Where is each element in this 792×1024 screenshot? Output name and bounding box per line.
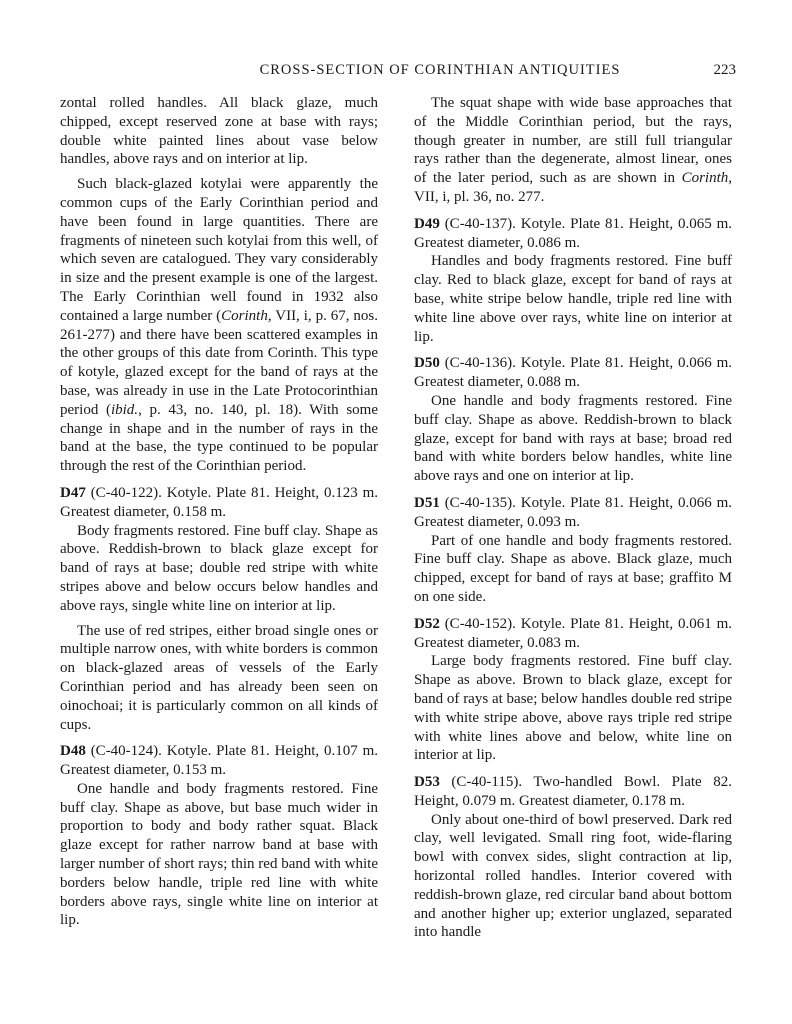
citation-title: Corinth [221, 307, 268, 324]
paragraph-kotylai-discussion: Such black-glazed kotylai were apparently the common cups of the Early Corinthian period and have been found in large quantities. There are fragments of nineteen such kotylai from this well, of which seven are catalogued. They vary considerably in size and the present example is one of the largest. The Early Corinthian well found in 1932 also contained a large number (Corinth, VII, i, p. 67, nos. 261-277) and there have been scattered examples in the other groups of this date from Corinth. This type of kotyle, glazed except for the band of rays at the base, was already in use in the Late Protocorinthian period (ibid., p. 43, no. 140, pl. 18). With some change in shape and in the number of rays in the band at the base, the type continued to be popular through the rest of the Corinthian period. [60, 176, 378, 475]
catalogue-number: D50 [414, 355, 440, 372]
page-number: 223 [713, 62, 736, 78]
paragraph-red-stripes: The use of red stripes, either broad single ones or multiple narrow ones, with white borders is common on black-glazed areas of vessels of the Early Corinthian period and has already been seen on oinochoai; it is particularly common on all kinds of cups. [60, 622, 378, 733]
catalogue-entry-d48-body: One handle and body fragments restored. Fine buff clay. Shape as above, but base much wider in proportion to body and body rather squat. Black glaze except for rather narrow band at base with larger number of short rays; thin red band with white borders below handle, triple red line with white borders above rays, single white line on interior at lip. [60, 780, 378, 929]
citation-title: Corinth [681, 170, 729, 187]
catalogue-entry-d51-heading: D51 (C-40-135). Kotyle. Plate 81. Height, 0.066 m. Greatest diameter, 0.093 m. [414, 494, 733, 530]
catalogue-entry-d50-body: One handle and body fragments restored. Fine buff clay. Shape as above. Reddish-brown to black glaze, except for band with rays at base; broad red band with white borders below handles, white line above rays and one on interior at lip. [414, 392, 732, 485]
catalogue-number: D51 [414, 494, 440, 511]
catalogue-number: D49 [414, 215, 440, 232]
citation-ibid: ibid. [110, 401, 139, 418]
page-header [60, 62, 736, 84]
catalogue-number: D53 [414, 774, 440, 791]
catalogue-entry-d49-body: Handles and body fragments restored. Fine buff clay. Red to black glaze, except for band of rays at base, white stripe below handle, triple red line with white line above over rays, white line on interior at lip. [414, 253, 732, 345]
catalogue-entry-d53-heading: D53 (C-40-115). Two-handled Bowl. Plate 82. Height, 0.079 m. Greatest diameter, 0.178 m. [414, 774, 732, 809]
catalogue-entry-d47-body: Body fragments restored. Fine buff clay. Shape as above. Reddish-brown to black glaze except for band of rays at base; double red stripe with white stripes above and below occurs below handles and above rays, single white line on interior at lip. [60, 522, 378, 614]
catalogue-entry-d51-body: Part of one handle and body fragments restored. Fine buff clay. Shape as above. Black glaze, much chipped, except for band of rays at base; graffito M on one side. [414, 532, 732, 605]
catalogue-number: D47 [60, 484, 86, 501]
catalogue-entry-d50-heading: D50 (C-40-136). Kotyle. Plate 81. Height, 0.066 m. Greatest diameter, 0.088 m. [414, 355, 733, 391]
paragraph-squat-shape: The squat shape with wide base approaches that of the Middle Corinthian period, but the rays, though greater in number, are still full triangular rays rather than the degenerate, almost linear, ones of the later period, such as are shown in Corinth, VII, i, pl. 36, no. 277. [414, 95, 732, 205]
catalogue-entry-d48-heading: D48 (C-40-124). Kotyle. Plate 81. Height, 0.107 m. Greatest diameter, 0.153 m. [60, 743, 379, 779]
catalogue-number: D48 [60, 743, 86, 760]
catalogue-entry-d52-heading: D52 (C-40-152). Kotyle. Plate 81. Height, 0.061 m. Greatest diameter, 0.083 m. [414, 615, 733, 651]
catalogue-entry-d47-heading: D47 (C-40-122). Kotyle. Plate 81. Height, 0.123 m. Greatest diameter, 0.158 m. [60, 484, 379, 520]
left-column [60, 94, 378, 930]
running-head: CROSS-SECTION OF CORINTHIAN ANTIQUITIES [259, 62, 621, 78]
catalogue-entry-d52-body: Large body fragments restored. Fine buff clay. Shape as above. Brown to black glaze, except for band of rays at base; below handles double red stripe with white stripe above, above rays triple red stripe with white lines above and below, white line on interior at lip. [414, 653, 732, 764]
catalogue-entry-d49-heading: D49 (C-40-137). Kotyle. Plate 81. Height, 0.065 m. Greatest diameter, 0.086 m. [414, 215, 733, 251]
paragraph-continued: zontal rolled handles. All black glaze, much chipped, except reserved zone at base with rays; double white painted lines about vase below handles, above rays and on interior at lip. [60, 95, 378, 168]
catalogue-entry-d53-body: Only about one-third of bowl preserved. Dark red clay, well levigated. Small ring foot, wide-flaring bowl with convex sides, slight contraction at lip, horizontal rolled handles. Interior covered with reddish-brown glaze, red circular band about bottom and another higher up; exterior unglazed, separated into handle [414, 811, 732, 941]
right-column [414, 94, 732, 942]
catalogue-number: D52 [414, 615, 440, 632]
